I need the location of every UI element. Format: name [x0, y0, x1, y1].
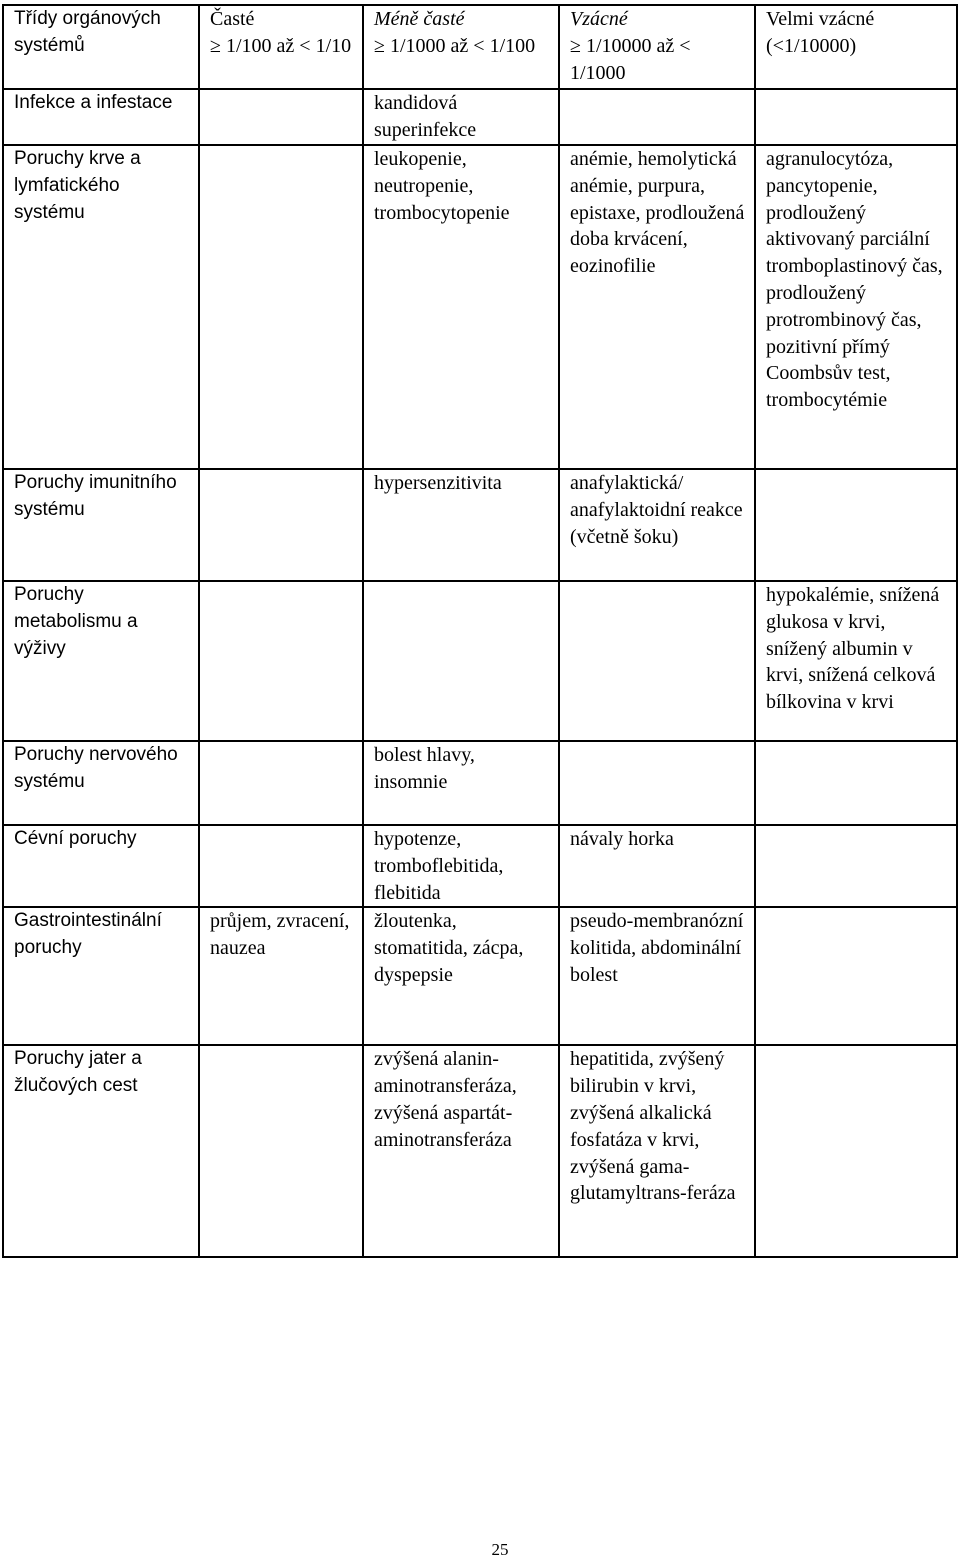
- rare-cell: [559, 89, 755, 145]
- very-rare-cell: [755, 907, 957, 1045]
- header-common: [199, 5, 363, 89]
- common-cell: [199, 825, 363, 907]
- organ-class-cell: Gastrointestinální poruchy: [3, 907, 199, 1045]
- organ-class-cell: Poruchy imunitního systému: [3, 469, 199, 581]
- header-common-label: Časté: [210, 8, 255, 30]
- very-rare-cell: [755, 825, 957, 907]
- organ-class-cell: Poruchy metabolismu a výživy: [3, 581, 199, 741]
- uncommon-cell: [363, 581, 559, 741]
- page-number: 25: [491, 1540, 509, 1559]
- header-rare: [559, 5, 755, 89]
- header-organ-class-label: Třídy orgánových systémů: [14, 8, 161, 56]
- common-cell: průjem, zvracení, nauzea: [199, 907, 363, 1045]
- header-rare-label: Vzácné: [570, 8, 628, 30]
- header-very-rare-range: (<1/10000): [766, 34, 857, 57]
- organ-class-cell: Infekce a infestace: [3, 89, 199, 145]
- header-uncommon: [363, 5, 559, 89]
- rare-cell: návaly horka: [559, 825, 755, 907]
- table-row: [3, 907, 957, 1045]
- header-very-rare-label: Velmi vzácné: [766, 8, 875, 30]
- table-row: [3, 469, 957, 581]
- very-rare-cell: hypokalémie, snížená glukosa v krvi, snížený albumin v krvi, snížená celková bílkovina v krvi: [755, 581, 957, 741]
- organ-class-cell: Cévní poruchy: [3, 825, 199, 907]
- rare-cell: anémie, hemolytická anémie, purpura, epistaxe, prodloužená doba krvácení, eozinofilie: [559, 145, 755, 469]
- table-header-row: [3, 5, 957, 89]
- rare-cell: pseudo-membranózní kolitida, abdominální bolest: [559, 907, 755, 1045]
- header-very-rare: [755, 5, 957, 89]
- uncommon-cell: žloutenka, stomatitida, zácpa, dyspepsie: [363, 907, 559, 1045]
- header-common-range: ≥ 1/100 až < 1/10: [210, 34, 352, 57]
- table-row: [3, 741, 957, 825]
- very-rare-cell: [755, 89, 957, 145]
- organ-class-cell: Poruchy jater a žlučových cest: [3, 1045, 199, 1257]
- very-rare-cell: [755, 1045, 957, 1257]
- rare-cell: anafylaktická/ anafylaktoidní reakce (včetně šoku): [559, 469, 755, 581]
- uncommon-cell: kandidová superinfekce: [363, 89, 559, 145]
- common-cell: [199, 741, 363, 825]
- common-cell: [199, 1045, 363, 1257]
- organ-class-cell: Poruchy nervového systému: [3, 741, 199, 825]
- uncommon-cell: bolest hlavy, insomnie: [363, 741, 559, 825]
- header-uncommon-label: Méně časté: [374, 8, 465, 30]
- uncommon-cell: leukopenie, neutropenie, trombocytopenie: [363, 145, 559, 469]
- common-cell: [199, 145, 363, 469]
- table-row: [3, 145, 957, 469]
- organ-class-cell: Poruchy krve a lymfatického systému: [3, 145, 199, 469]
- table-row: [3, 581, 957, 741]
- rare-cell: [559, 581, 755, 741]
- very-rare-cell: [755, 741, 957, 825]
- uncommon-cell: hypersenzitivita: [363, 469, 559, 581]
- table-row: [3, 89, 957, 145]
- very-rare-cell: [755, 469, 957, 581]
- rare-cell: [559, 741, 755, 825]
- header-uncommon-range: ≥ 1/1000 až < 1/100: [374, 34, 536, 57]
- table-row: [3, 825, 957, 907]
- header-rare-range: ≥ 1/10000 až < 1/1000: [570, 34, 691, 84]
- adverse-reactions-table: [2, 4, 958, 1258]
- common-cell: [199, 581, 363, 741]
- very-rare-cell: agranulocytóza, pancytopenie, prodloužený aktivovaný parciální tromboplastinový čas, prodloužený protrombinový čas, pozitivní přímý Coombsův test, trombocytémie: [755, 145, 957, 469]
- uncommon-cell: zvýšená alanin-aminotransferáza, zvýšená aspartát-aminotransferáza: [363, 1045, 559, 1257]
- rare-cell: hepatitida, zvýšený bilirubin v krvi, zvýšená alkalická fosfatáza v krvi, zvýšená gama-glutamyltrans-feráza: [559, 1045, 755, 1257]
- header-organ-class: [3, 5, 199, 89]
- uncommon-cell: hypotenze, tromboflebitida, flebitida: [363, 825, 559, 907]
- common-cell: [199, 89, 363, 145]
- table-row: [3, 1045, 957, 1257]
- common-cell: [199, 469, 363, 581]
